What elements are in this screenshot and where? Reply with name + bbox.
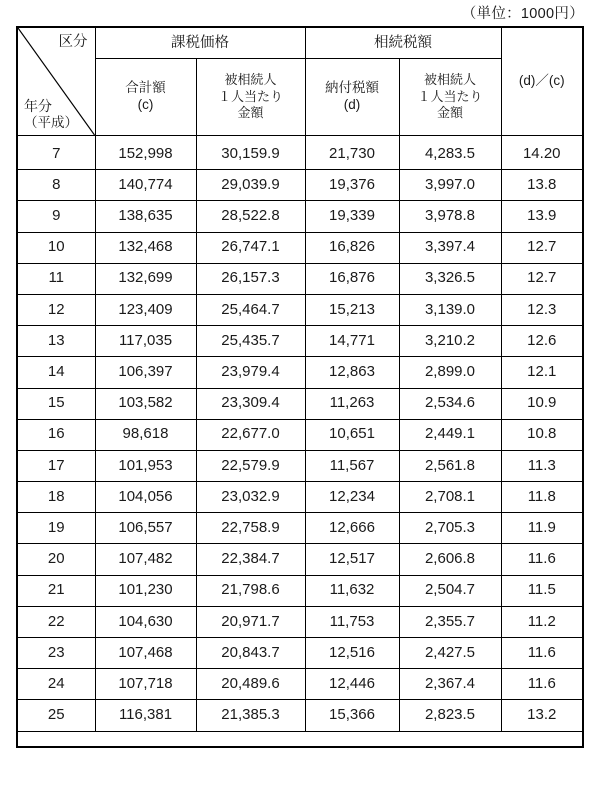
cell-total: 98,618 — [95, 419, 196, 450]
cell-ratio: 13.9 — [501, 201, 583, 232]
cell-tax-per-person: 3,397.4 — [399, 232, 501, 263]
cell-tax: 19,376 — [305, 170, 399, 201]
cell-ratio: 13.8 — [501, 170, 583, 201]
header-group-row — [17, 27, 583, 59]
cell-tax-per-person: 3,139.0 — [399, 294, 501, 325]
table-row — [17, 263, 583, 294]
cell-year: 19 — [17, 513, 95, 544]
cell-total: 107,482 — [95, 544, 196, 575]
header-sub-per-person-line2: １人当たり — [217, 88, 283, 104]
cell-ratio: 12.6 — [501, 326, 583, 357]
table-row — [17, 544, 583, 575]
cell-tax-per-person: 3,210.2 — [399, 326, 501, 357]
cell-per-person: 21,798.6 — [196, 575, 305, 606]
cell-per-person: 23,309.4 — [196, 388, 305, 419]
header-ratio: (d)／(c) — [501, 27, 583, 136]
table-row — [17, 357, 583, 388]
table-row — [17, 388, 583, 419]
cell-total: 101,230 — [95, 575, 196, 606]
cell-tax: 10,651 — [305, 419, 399, 450]
cell-tax-per-person: 2,427.5 — [399, 638, 501, 669]
cell-year: 23 — [17, 638, 95, 669]
cell-per-person: 26,157.3 — [196, 263, 305, 294]
cell-year: 11 — [17, 263, 95, 294]
cell-ratio: 13.2 — [501, 700, 583, 731]
cell-per-person: 22,677.0 — [196, 419, 305, 450]
cell-per-person: 25,435.7 — [196, 326, 305, 357]
table-row — [17, 294, 583, 325]
cell-per-person: 20,971.7 — [196, 606, 305, 637]
cell-per-person: 22,758.9 — [196, 513, 305, 544]
header-group-kazei-kakaku: 課税価格 — [95, 27, 305, 59]
cell-ratio: 11.3 — [501, 450, 583, 481]
cell-total: 107,468 — [95, 638, 196, 669]
cell-total: 106,557 — [95, 513, 196, 544]
cell-tax-per-person: 2,899.0 — [399, 357, 501, 388]
cell-tax: 12,234 — [305, 482, 399, 513]
cell-total: 123,409 — [95, 294, 196, 325]
cell-total: 138,635 — [95, 201, 196, 232]
cell-total: 117,035 — [95, 326, 196, 357]
header-sub-per-person — [196, 59, 305, 136]
header-sub-tax-line2: (d) — [343, 97, 361, 112]
table-row — [17, 669, 583, 700]
table-row — [17, 638, 583, 669]
cell-tax-per-person: 2,355.7 — [399, 606, 501, 637]
corner-label-kubun: 区分 — [58, 34, 88, 50]
table-bottom-spacer — [17, 731, 583, 747]
cell-ratio: 12.7 — [501, 263, 583, 294]
cell-year: 15 — [17, 388, 95, 419]
cell-tax-per-person: 2,708.1 — [399, 482, 501, 513]
cell-per-person: 22,384.7 — [196, 544, 305, 575]
header-sub-total-line2: (c) — [137, 97, 154, 112]
cell-year: 8 — [17, 170, 95, 201]
cell-tax-per-person: 2,705.3 — [399, 513, 501, 544]
cell-tax-per-person: 4,283.5 — [399, 136, 501, 170]
corner-label-nenbun-line2: （平成） — [24, 115, 78, 131]
table-row — [17, 575, 583, 606]
cell-tax-per-person: 2,449.1 — [399, 419, 501, 450]
cell-year: 22 — [17, 606, 95, 637]
table-row — [17, 419, 583, 450]
cell-per-person: 25,464.7 — [196, 294, 305, 325]
header-group-souzoku-zeigaku: 相続税額 — [305, 27, 501, 59]
cell-ratio: 11.6 — [501, 669, 583, 700]
cell-per-person: 20,843.7 — [196, 638, 305, 669]
cell-tax-per-person: 2,561.8 — [399, 450, 501, 481]
table-row — [17, 700, 583, 731]
header-sub-tax-line1: 納付税額 — [325, 80, 379, 96]
cell-total: 106,397 — [95, 357, 196, 388]
cell-year: 9 — [17, 201, 95, 232]
cell-ratio: 11.5 — [501, 575, 583, 606]
cell-tax: 12,446 — [305, 669, 399, 700]
table-row — [17, 450, 583, 481]
cell-year: 25 — [17, 700, 95, 731]
cell-ratio: 12.3 — [501, 294, 583, 325]
cell-year: 7 — [17, 136, 95, 170]
cell-tax: 14,771 — [305, 326, 399, 357]
cell-ratio: 12.1 — [501, 357, 583, 388]
header-sub-tax-per-person — [399, 59, 501, 136]
cell-year: 14 — [17, 357, 95, 388]
cell-ratio: 11.6 — [501, 544, 583, 575]
cell-tax: 12,666 — [305, 513, 399, 544]
cell-year: 10 — [17, 232, 95, 263]
cell-tax-per-person: 2,823.5 — [399, 700, 501, 731]
cell-year: 18 — [17, 482, 95, 513]
cell-total: 132,468 — [95, 232, 196, 263]
cell-ratio: 10.9 — [501, 388, 583, 419]
cell-ratio: 11.6 — [501, 638, 583, 669]
cell-total: 152,998 — [95, 136, 196, 170]
cell-per-person: 23,979.4 — [196, 357, 305, 388]
cell-per-person: 20,489.6 — [196, 669, 305, 700]
cell-year: 13 — [17, 326, 95, 357]
cell-ratio: 14.20 — [501, 136, 583, 170]
cell-year: 24 — [17, 669, 95, 700]
cell-tax: 19,339 — [305, 201, 399, 232]
header-sub-tax-per-person-line2: １人当たり — [417, 88, 483, 104]
cell-tax: 12,516 — [305, 638, 399, 669]
cell-total: 101,953 — [95, 450, 196, 481]
table-body — [17, 136, 583, 747]
header-sub-tax-per-person-line3: 金額 — [436, 105, 463, 121]
cell-ratio: 11.2 — [501, 606, 583, 637]
cell-tax-per-person: 2,504.7 — [399, 575, 501, 606]
corner-label-nenbun-line1: 年分 — [24, 98, 52, 115]
cell-tax: 21,730 — [305, 136, 399, 170]
cell-year: 16 — [17, 419, 95, 450]
cell-tax-per-person: 2,606.8 — [399, 544, 501, 575]
cell-tax: 12,863 — [305, 357, 399, 388]
cell-total: 104,056 — [95, 482, 196, 513]
cell-tax: 11,632 — [305, 575, 399, 606]
cell-per-person: 26,747.1 — [196, 232, 305, 263]
cell-tax: 15,213 — [305, 294, 399, 325]
table-row — [17, 232, 583, 263]
header-sub-per-person-line3: 金額 — [237, 105, 264, 121]
header-sub-row — [17, 59, 583, 136]
cell-tax-per-person: 3,326.5 — [399, 263, 501, 294]
table-header — [17, 27, 583, 136]
cell-per-person: 23,032.9 — [196, 482, 305, 513]
cell-total: 132,699 — [95, 263, 196, 294]
header-sub-tax-per-person-line1: 被相続人 — [423, 71, 476, 87]
cell-tax-per-person: 2,534.6 — [399, 388, 501, 419]
cell-year: 21 — [17, 575, 95, 606]
table-row — [17, 170, 583, 201]
table-bottom-spacer-cell — [17, 731, 583, 747]
tax-table-container — [16, 26, 584, 748]
table-row — [17, 326, 583, 357]
cell-tax: 11,263 — [305, 388, 399, 419]
cell-per-person: 30,159.9 — [196, 136, 305, 170]
cell-total: 103,582 — [95, 388, 196, 419]
unit-note: （単位：1000円） — [461, 6, 584, 22]
cell-per-person: 22,579.9 — [196, 450, 305, 481]
table-row — [17, 606, 583, 637]
cell-total: 104,630 — [95, 606, 196, 637]
cell-year: 12 — [17, 294, 95, 325]
cell-ratio: 11.8 — [501, 482, 583, 513]
cell-year: 17 — [17, 450, 95, 481]
cell-total: 107,718 — [95, 669, 196, 700]
header-sub-per-person-line1: 被相続人 — [224, 71, 277, 87]
cell-tax-per-person: 3,978.8 — [399, 201, 501, 232]
cell-total: 140,774 — [95, 170, 196, 201]
table-row — [17, 513, 583, 544]
cell-ratio: 12.7 — [501, 232, 583, 263]
header-sub-total — [95, 59, 196, 136]
cell-ratio: 10.8 — [501, 419, 583, 450]
cell-ratio: 11.9 — [501, 513, 583, 544]
corner-header-cell — [17, 27, 95, 136]
header-sub-tax — [305, 59, 399, 136]
cell-tax-per-person: 3,997.0 — [399, 170, 501, 201]
cell-tax: 15,366 — [305, 700, 399, 731]
cell-tax: 16,876 — [305, 263, 399, 294]
cell-per-person: 29,039.9 — [196, 170, 305, 201]
inheritance-tax-table — [16, 26, 584, 748]
cell-per-person: 21,385.3 — [196, 700, 305, 731]
cell-tax: 11,753 — [305, 606, 399, 637]
cell-tax: 11,567 — [305, 450, 399, 481]
cell-per-person: 28,522.8 — [196, 201, 305, 232]
table-row — [17, 136, 583, 170]
table-row — [17, 201, 583, 232]
table-row — [17, 482, 583, 513]
cell-tax: 16,826 — [305, 232, 399, 263]
header-sub-total-line1: 合計額 — [125, 80, 166, 96]
corner-label-nenbun — [24, 98, 78, 131]
cell-tax-per-person: 2,367.4 — [399, 669, 501, 700]
cell-total: 116,381 — [95, 700, 196, 731]
cell-tax: 12,517 — [305, 544, 399, 575]
cell-year: 20 — [17, 544, 95, 575]
